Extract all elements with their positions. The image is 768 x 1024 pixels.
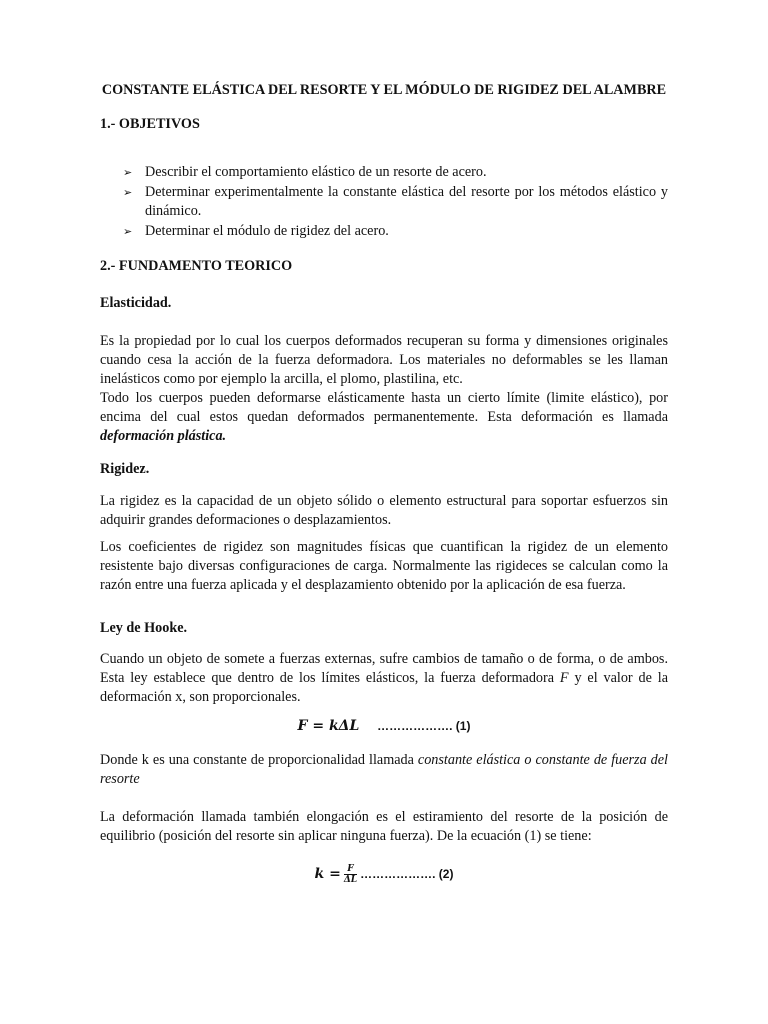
arrow-bullet-icon: ➢ [123,224,133,238]
fraction-numerator: F [344,864,357,875]
fraction-denominator: ΔL [343,875,358,885]
equation-1-expression: F = kΔL [297,718,360,734]
emphasis-term: deformación plástica. [100,428,227,444]
hooke-paragraph-2: Donde k es una constante de proporcionalidad llamada constante elástica o constante de fuerza del resorte [100,752,668,787]
hooke-paragraph-1: Cuando un objeto de somete a fuerzas externas, sufre cambios de tamaño o de forma, o de ambos. Esta ley establece que dentro de los límites elásticos, la fuerza deformadora F y el valor de la deformación x, son proporcionales. [100,651,668,705]
rigidez-paragraph-2: Los coeficientes de rigidez son magnitudes físicas que cuantifican la rigidez de un elemento resistente bajo diversas configuraciones de carga. Normalmente las rigideces se calculan como la razón entre una fuerza aplicada y el desplazamiento obtenido por la aplicación de esa fuerza. [100,539,668,593]
elasticidad-heading: Elasticidad. [100,295,172,311]
equation-2 [100,864,668,885]
list-item: ➢ Determinar experimentalmente la constante elástica del resorte por los métodos elástico y dinámico. [123,183,668,219]
equation-1-tag: ………………. (1) [377,719,471,733]
rigidez-paragraph-1: La rigidez es la capacidad de un objeto sólido o elemento estructural para soportar esfuerzos sin adquirir grandes deformaciones o desplazamientos. [100,493,668,528]
list-item: ➢ Describir el comportamiento elástico de un resorte de acero. [100,163,668,183]
equation-2-lhs: k = [314,865,341,882]
hooke-paragraph-3: La deformación llamada también elongación es el estiramiento del resorte de la posición de equilibrio (posición del resorte sin aplicar ninguna fuerza). De la ecuación (1) se tiene: [100,809,668,844]
equation-1 [100,718,668,735]
elasticidad-paragraph-1: Es la propiedad por lo cual los cuerpos deformados recuperan su forma y dimensiones originales cuando cesa la acción de la fuerza deformadora. Los materiales no deformables se les llaman inelásticos como por ejemplo la arcilla, el plomo, plastilina, etc. [100,333,668,387]
emphasis-term: constante elástica o constante de fuerza del resorte [100,752,668,787]
rigidez-heading: Rigidez. [100,461,150,477]
arrow-bullet-icon: ➢ [123,166,133,179]
variable-f: F [559,670,569,686]
objetivos-list [100,163,668,241]
section-fundamento-heading: 2.- FUNDAMENTO TEORICO [100,258,293,274]
section-objetivos-heading: 1.- OBJETIVOS [100,116,200,132]
document-page [100,0,668,1024]
list-item: ➢ Determinar el módulo de rigidez del acero. [100,222,668,242]
arrow-bullet-icon: ➢ [123,185,133,199]
document-title: CONSTANTE ELÁSTICA DEL RESORTE Y EL MÓDULO DE RIGIDEZ DEL ALAMBRE [101,82,667,98]
equation-2-tag: ………………. (2) [360,866,454,881]
equation-2-fraction [344,864,357,885]
elasticidad-paragraph-2: Todo los cuerpos pueden deformarse elásticamente hasta un cierto límite (limite elástico), por encima del cual estos quedan deformados permanentemente. Esta deformación es llamada deformación plástica. [100,390,668,444]
hooke-heading: Ley de Hooke. [100,620,188,636]
